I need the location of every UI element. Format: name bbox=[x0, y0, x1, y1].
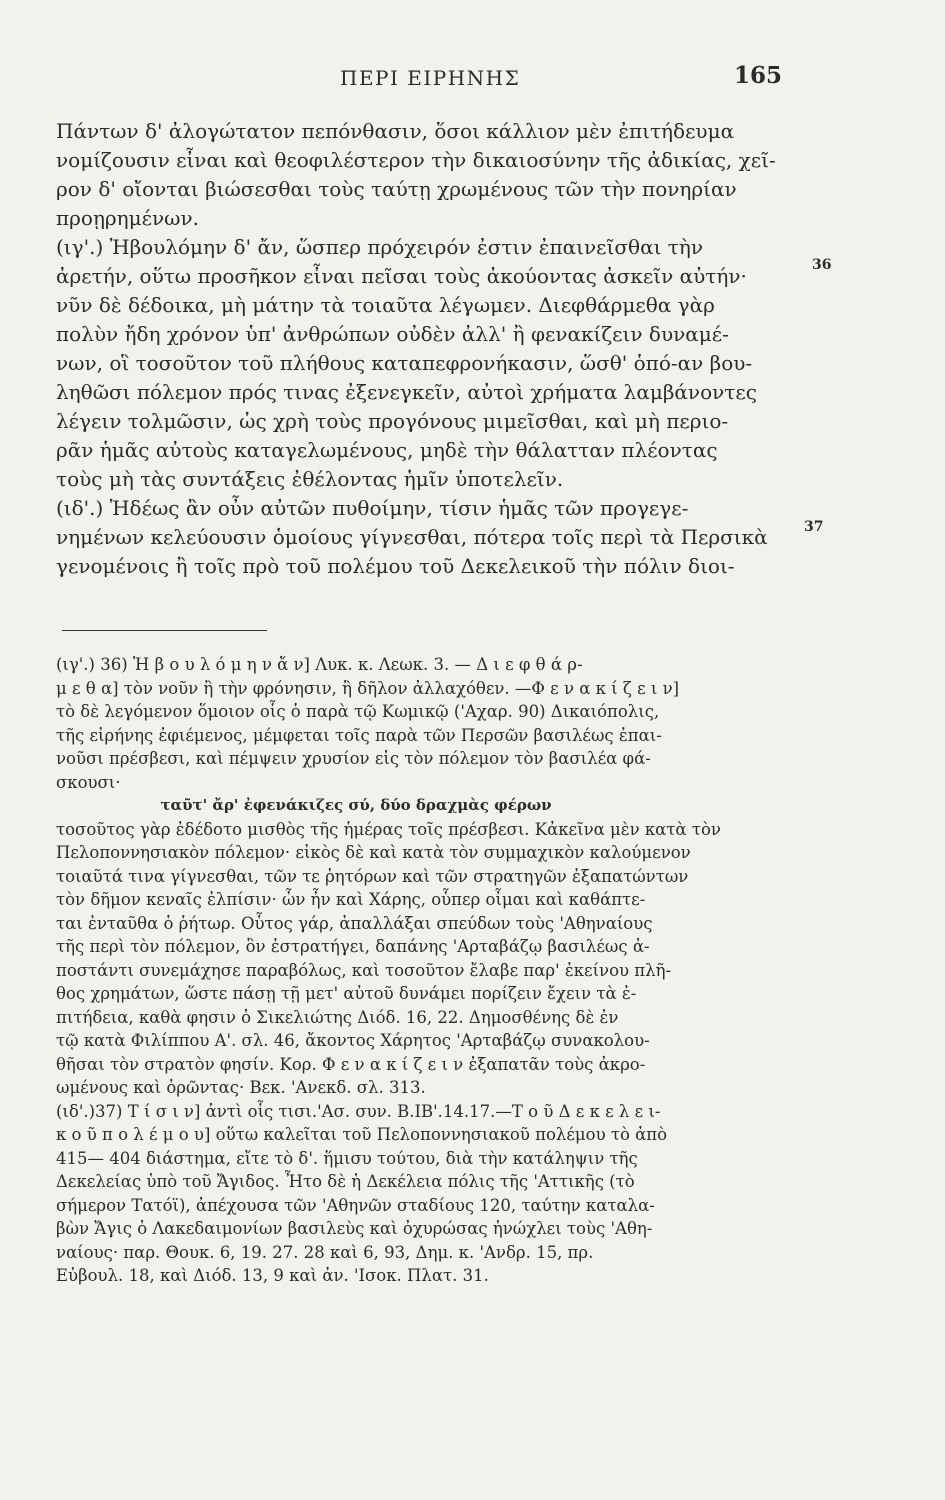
note-line: τὸν δῆμον κεναῖς ἐλπίσιν· ὧν ἦν καὶ Χάρης, οὗπερ οἶμαι καὶ καθάπτε- bbox=[56, 890, 646, 909]
note-line: Δεκελείας ὑπὸ τοῦ Ἄγιδος. Ἦτο δὲ ἡ Δεκέλεια πόλις τῆς 'Αττικῆς (τὸ bbox=[56, 1172, 635, 1191]
note-line: τοσοῦτος γὰρ ἐδέδοτο μισθὸς τῆς ἡμέρας τοῖς πρέσβεσι. Κἀκεῖνα μὲν κατὰ τὸν bbox=[56, 819, 721, 839]
note-line: ναίους· παρ. Θουκ. 6, 19. 27. 28 καὶ 6, 93, Δημ. κ. 'Ανδρ. 15, πρ. bbox=[56, 1242, 594, 1262]
footnote-separator bbox=[62, 630, 267, 631]
main-text-block bbox=[56, 117, 796, 581]
text-line: ἀρετήν, οὕτω προσῆκον εἶναι πεῖσαι τοὺς ἀκούοντας ἀσκεῖν αὐτήν· bbox=[56, 264, 747, 288]
note-line: βὼν Ἄγις ὁ Λακεδαιμονίων βασιλεὺς καὶ ὀχυρώσας ἠνώχλει τοὺς 'Αθη- bbox=[56, 1219, 653, 1238]
text-line: (ιγ'.) Ἠβουλόμην δ' ἄν, ὥσπερ πρόχειρόν ἐστιν ἐπαινεῖσθαι τὴν bbox=[56, 235, 703, 259]
text-line: Πάντων δ' ἀλογώτατον πεπόνθασιν, ὅσοι κάλλιον μὲν ἐπιτήδευμα bbox=[56, 119, 735, 143]
note-line: (ιδ'.)37) Τ ί σ ι ν] ἀντὶ οἷς τισι.'Ασ. συν. Β.ΙΒ'.14.17.—Τ ο ῦ Δ ε κ ε λ ε ι- bbox=[56, 1101, 661, 1121]
margin-section-number: 36 bbox=[812, 257, 832, 273]
text-line: προῃρημένων. bbox=[56, 206, 200, 230]
running-title: ΠΕΡΙ ΕΙΡΗΝΗΣ bbox=[340, 66, 521, 90]
text-line: πολὺν ἤδη χρόνον ὑπ' ἀνθρώπων οὐδὲν ἀλλ' ἢ φενακίζειν δυναμέ- bbox=[56, 322, 729, 346]
text-line: (ιδ'.) Ἡδέως ἂν οὖν αὐτῶν πυθοίμην, τίσιν ἡμᾶς τῶν προγεγε- bbox=[56, 496, 689, 520]
note-line: ται ἐνταῦθα ὁ ῥήτωρ. Οὗτος γάρ, ἀπαλλάξαι σπεύδων τοὺς 'Αθηναίους bbox=[56, 913, 653, 933]
text-line: νων, οἳ τοσοῦτον τοῦ πλήθους καταπεφρονήκασιν, ὥσθ' ὁπό-αν βου- bbox=[56, 351, 753, 375]
text-line: τοὺς μὴ τὰς συντάξεις ἐθέλοντας ἡμῖν ὑποτελεῖν. bbox=[56, 467, 564, 491]
note-line: μ ε θ α] τὸν νοῦν ἢ τὴν φρόνησιν, ἢ δῆλον ἀλλαχόθεν. —Φ ε ν α κ ί ζ ε ι ν] bbox=[56, 678, 680, 698]
note-line: Εὐβουλ. 18, καὶ Διόδ. 13, 9 καὶ ἀν. 'Ισοκ. Πλατ. 31. bbox=[56, 1266, 489, 1285]
note-line: 415— 404 διάστημα, εἴτε τὸ δ'. ἥμισυ τούτου, διὰ τὴν κατάληψιν τῆς bbox=[56, 1148, 638, 1168]
text-line: ληθῶσι πόλεμον πρός τινας ἐξενεγκεῖν, αὐτοὶ χρήματα λαμβάνοντες bbox=[56, 380, 757, 404]
text-line: ρον δ' οἴονται βιώσεσθαι τοὺς ταύτῃ χρωμένους τῶν τὴν πονηρίαν bbox=[56, 177, 737, 201]
note-line: τὸ δὲ λεγόμενον ὅμοιον οἷς ὁ παρὰ τῷ Κωμικῷ ('Αχαρ. 90) Δικαιόπολις, bbox=[56, 702, 660, 721]
note-line: (ιγ'.) 36) Ἠ β ο υ λ ό μ η ν ἄ ν] Λυκ. κ. Λεωκ. 3. — Δ ι ε φ θ ά ρ- bbox=[56, 655, 583, 674]
text-line: νομίζουσιν εἶναι καὶ θεοφιλέστερον τὴν δικαιοσύνην τῆς ἀδικίας, χεῖ- bbox=[56, 148, 776, 172]
text-line: νῦν δὲ δέδοικα, μὴ μάτην τὰ τοιαῦτα λέγωμεν. Διεφθάρμεθα γὰρ bbox=[56, 293, 715, 317]
margin-section-number: 37 bbox=[804, 519, 824, 535]
note-line: τῆς εἰρήνης ἐφιέμενος, μέμφεται τοῖς παρὰ τῶν Περσῶν βασιλέως ἐπαι- bbox=[56, 725, 662, 745]
page-number: 165 bbox=[734, 62, 783, 89]
note-line: πιτήδεια, καθὰ φησιν ὁ Σικελιώτης Διόδ. 16, 22. Δημοσθένης δὲ ἐν bbox=[56, 1007, 619, 1027]
note-line: ωμένους καὶ ὁρῶντας· Βεκ. 'Ανεκδ. σλ. 313. bbox=[56, 1078, 426, 1097]
note-line: θῆσαι τὸν στρατὸν φησίν. Κορ. Φ ε ν α κ ί ζ ε ι ν ἐξαπατᾶν τοὺς ἀκρο- bbox=[56, 1054, 646, 1074]
note-line: κ ο ῦ π ο λ έ μ ο υ] οὕτω καλεῖται τοῦ Πελοποννησιακοῦ πολέμου τὸ ἀπὸ bbox=[56, 1125, 668, 1144]
note-line: σήμερον Τατόϊ), ἀπέχουσα τῶν 'Αθηνῶν σταδίους 120, ταύτην καταλα- bbox=[56, 1195, 655, 1215]
text-line: ρᾶν ἡμᾶς αὐτοὺς καταγελωμένους, μηδὲ τὴν θάλατταν πλέοντας bbox=[56, 438, 718, 462]
note-line: νοῦσι πρέσβεσι, καὶ πέμψειν χρυσίον εἰς τὸν πόλεμον τὸν βασιλέα φά- bbox=[56, 749, 651, 768]
text-line: νημένων κελεύουσιν ὁμοίους γίγνεσθαι, πότερα τοῖς περὶ τὰ Περσικὰ bbox=[56, 525, 768, 549]
note-line: τῷ κατὰ Φιλίππου Α'. σλ. 46, ἄκοντος Χάρητος 'Αρταβάζῳ συνακολου- bbox=[56, 1031, 650, 1050]
text-line: γενομένοις ἢ τοῖς πρὸ τοῦ πολέμου τοῦ Δεκελεικοῦ τὴν πόλιν διοι- bbox=[56, 554, 735, 578]
note-line: Πελοποννησιακὸν πόλεμον· εἰκὸς δὲ καὶ κατὰ τὸν συμμαχικὸν καλούμενον bbox=[56, 843, 691, 862]
note-line: σκουσι· bbox=[56, 772, 121, 792]
text-line: λέγειν τολμῶσιν, ὡς χρὴ τοὺς προγόνους μιμεῖσθαι, καὶ μὴ περιο- bbox=[56, 409, 729, 433]
note-line: θος χρημάτων, ὥστε πάσῃ τῇ μετ' αὐτοῦ δυνάμει πορίζειν ἔχειν τὰ ἐ- bbox=[56, 984, 637, 1003]
note-line: τοιαῦτά τινα γίγνεσθαι, τῶν τε ῥητόρων καὶ τῶν στρατηγῶν ἐξαπατώντων bbox=[56, 866, 689, 886]
quoted-verse: ταῦτ' ἄρ' ἐφενάκιζες σύ, δύο δραχμὰς φέρων bbox=[160, 796, 552, 814]
note-line: ποστάντι συνεμάχησε παραβόλως, καὶ τοσοῦτον ἔλαβε παρ' ἐκείνου πλῆ- bbox=[56, 960, 672, 980]
note-line: τῆς περὶ τὸν πόλεμον, ὃν ἐστρατήγει, δαπάνης 'Αρταβάζῳ βασιλέως ἀ- bbox=[56, 937, 650, 956]
footnotes-block bbox=[56, 653, 796, 1288]
